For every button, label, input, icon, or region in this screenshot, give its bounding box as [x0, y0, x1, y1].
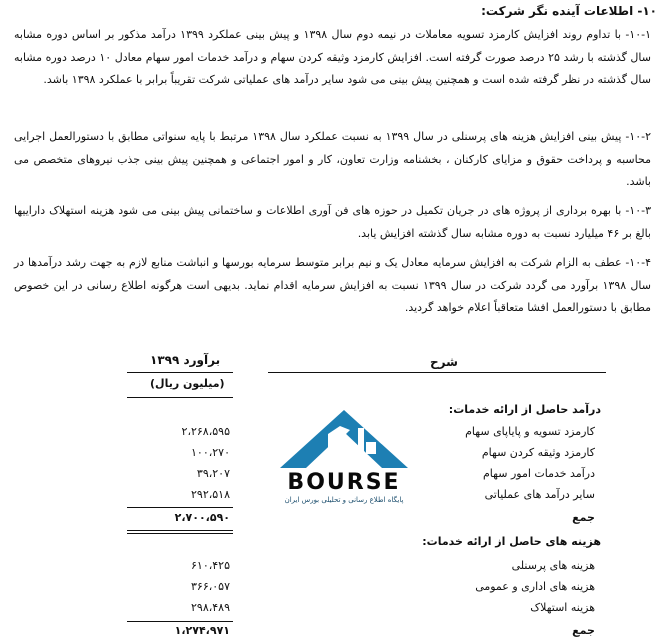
column-unit: (میلیون ریال): [150, 377, 225, 390]
row-value: ۲،۷۰۰،۵۹۰: [174, 511, 230, 524]
paragraph-10-2: ۱۰-۲- پیش بینی افزایش هزینه های پرسنلی در سال ۱۳۹۹ به نسبت عملکرد سال ۱۳۹۸ مرتبط با پایه سنواتی مطابق با دستورالعمل اجرایی محاسبه و پرداخت حقوق و مزایای کارکنان ، بخشنامه وزارت تعاون، کار و امور اجتماعی و همچنین پیش بینی جذب نیروهای متخصص می باشد.: [14, 130, 651, 188]
total-rule-revenue-2: [127, 533, 233, 534]
row-value: ۲۹۲،۵۱۸: [191, 488, 230, 501]
row-value: ۱،۲۷۴،۹۷۱: [174, 624, 230, 637]
table-row-cost-total: [0, 624, 665, 644]
column-header-estimate: برآورد ۱۳۹۹: [150, 353, 221, 367]
table-row-revenue-total: [0, 511, 665, 531]
row-label: جمع: [572, 624, 595, 637]
row-label: کارمزد تسویه و پایاپای سهام: [465, 425, 595, 438]
row-label: هزینه های حاصل از ارائه خدمات:: [422, 535, 601, 548]
row-label: سایر درآمد های عملیاتی: [484, 488, 595, 501]
row-label: کارمزد وثیقه کردن سهام: [481, 446, 595, 459]
paragraph-10-4: ۱۰-۴- عطف به الزام شرکت به افزایش سرمایه معادل یک و نیم برابر متوسط سرمایه بورسها و انباشت منابع لازم به جهت رشد درآمدها در سال ۱۳۹۸ برآورد می گردد شرکت در سال ۱۳۹۹ نسبت به افزایش سرمایه اقدام نماید. بدیهی است هرگونه اطلاع رسانی در این خصوص مطابق با دستورالعمل افشا متعاقباً اعلام خواهد گردید.: [14, 256, 651, 314]
paragraph-10-3: ۱۰-۳- با بهره برداری از پروژه های در جریان تکمیل در حوزه های فن آوری اطلاعات و ساختمانی پیش بینی می شود هزینه استهلاک داراییها بالغ بر ۴۶ میلیارد نسبت به دوره مشابه سال گذشته افزایش یابد.: [14, 204, 651, 240]
table-row-cost-section: [0, 535, 665, 555]
section-heading: ۱۰- اطلاعات آینده نگر شرکت:: [481, 4, 657, 18]
table-row: [0, 580, 665, 600]
bourse-watermark-logo: [270, 408, 418, 508]
row-label: هزینه های اداری و عمومی: [475, 580, 595, 593]
row-value: ۱۰۰،۲۷۰: [191, 446, 230, 459]
bourse-tagline: پایگاه اطلاع رسانی و تحلیلی بورس ایران: [284, 496, 404, 504]
bourse-wordmark: BOURSE: [287, 470, 401, 495]
table-row: [0, 559, 665, 579]
row-label: جمع: [572, 511, 595, 524]
total-rule-revenue-1: [127, 530, 233, 531]
row-label: هزینه های پرسنلی: [511, 559, 595, 572]
unit-rule: [127, 397, 233, 398]
column-header-description: شرح: [430, 355, 458, 369]
row-value: ۳۶۶،۰۵۷: [191, 580, 230, 593]
subtotal-rule-cost: [127, 621, 233, 622]
header-rule-estimate: [127, 372, 233, 373]
row-value: ۶۱۰،۴۲۵: [191, 559, 230, 572]
row-label: هزینه استهلاک: [530, 601, 595, 614]
row-value: ۲،۲۶۸،۵۹۵: [181, 425, 230, 438]
row-label: درآمد خدمات امور سهام: [483, 467, 595, 480]
table-row: [0, 601, 665, 621]
paragraph-10-1: ۱۰-۱- با تداوم روند افزایش کارمزد تسویه معاملات در نیمه دوم سال ۱۳۹۸ و پیش بینی عملکرد ۱۳۹۹ درآمد مذکور بر اساس دوره مشابه سال گذشته با رشد ۲۵ درصد صورت گرفته است. افزایش کارمزد وثیقه کردن سهام و درآمد خدمات امور سهام معادل ۱۰ درصد دوره مشابه سال گذشته در نظر گرفته شده است و همچنین پیش بینی می شود سایر درآمد های عملیاتی شرکت تقریباً برابر با عملکرد ۱۳۹۸ باشد.: [14, 28, 651, 86]
subtotal-rule-revenue: [127, 507, 233, 508]
row-value: ۳۹،۲۰۷: [196, 467, 230, 480]
bourse-mountain-icon: [270, 408, 418, 472]
row-value: ۲۹۸،۴۸۹: [191, 601, 230, 614]
header-rule-description: [268, 372, 606, 373]
row-label: درآمد حاصل از ارائه خدمات:: [448, 403, 601, 416]
